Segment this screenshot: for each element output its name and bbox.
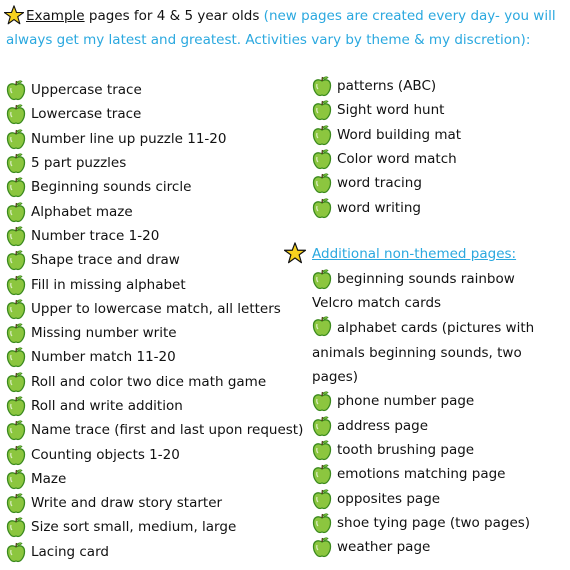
green-apple-icon xyxy=(6,128,26,150)
note-part1: (new pages are created every day- you will xyxy=(263,8,556,24)
list-item xyxy=(6,78,306,102)
list-item-label: Uppercase trace xyxy=(31,82,142,99)
note-part2: always get my latest and greatest. Activities vary by theme & my discretion): xyxy=(6,32,531,48)
themed-items-list xyxy=(312,74,566,220)
green-apple-icon xyxy=(6,468,26,490)
green-apple-icon xyxy=(312,488,332,510)
list-item xyxy=(6,297,306,321)
list-item-label: emotions matching page xyxy=(337,466,506,483)
list-item xyxy=(6,321,306,345)
list-item-label: Word building mat xyxy=(337,126,462,143)
green-apple-icon xyxy=(312,268,332,290)
green-apple-icon xyxy=(312,197,332,219)
green-apple-icon xyxy=(6,274,26,296)
green-apple-icon xyxy=(6,249,26,271)
additional-heading xyxy=(312,241,566,267)
list-item-label: patterns (ABC) xyxy=(337,78,437,95)
additional-heading-text: Additional non-themed pages: xyxy=(312,245,517,262)
list-item xyxy=(312,389,566,413)
star-icon xyxy=(284,242,306,268)
green-apple-icon xyxy=(6,346,26,368)
list-item-label: word tracing xyxy=(337,175,422,192)
green-apple-icon xyxy=(312,390,332,412)
right-column-list xyxy=(312,74,566,559)
list-item-label: weather page xyxy=(337,539,431,556)
green-apple-icon xyxy=(312,463,332,485)
green-apple-icon xyxy=(6,103,26,125)
list-item-label: Maze xyxy=(31,470,67,487)
intro-text: pages for 4 & 5 year olds xyxy=(84,8,264,24)
list-item xyxy=(312,462,566,486)
green-apple-icon xyxy=(6,371,26,393)
list-item xyxy=(6,102,306,126)
green-apple-icon xyxy=(6,322,26,344)
green-apple-icon xyxy=(312,172,332,194)
list-item xyxy=(6,467,306,491)
list-item-label: address page xyxy=(337,417,429,434)
list-item xyxy=(6,394,306,418)
list-item xyxy=(312,98,566,122)
list-item xyxy=(6,127,306,151)
list-item xyxy=(6,515,306,539)
green-apple-icon xyxy=(312,536,332,558)
list-item xyxy=(312,315,566,389)
list-item-continuation: Velcro match cards xyxy=(312,295,442,312)
green-apple-icon xyxy=(6,201,26,223)
list-item-label: Name trace (first and last upon request) xyxy=(31,422,304,439)
green-apple-icon xyxy=(6,176,26,198)
list-item xyxy=(312,486,566,510)
list-item xyxy=(6,175,306,199)
list-item-label: Number line up puzzle 11-20 xyxy=(31,130,227,147)
list-item-label: Beginning sounds circle xyxy=(31,179,192,196)
list-item xyxy=(6,224,306,248)
green-apple-icon xyxy=(312,439,332,461)
list-item-label: Lacing card xyxy=(31,543,109,560)
additional-items-list xyxy=(312,389,566,559)
list-item-label: Fill in missing alphabet xyxy=(31,276,186,293)
list-item xyxy=(6,540,306,564)
list-item-label: alphabet cards (pictures with animals beginning sounds, two pages) xyxy=(312,320,535,385)
list-item-label: Sight word hunt xyxy=(337,102,445,119)
list-item-label: Number trace 1-20 xyxy=(31,227,160,244)
green-apple-icon xyxy=(6,444,26,466)
green-apple-icon xyxy=(312,99,332,121)
list-item-label: Roll and color two dice math game xyxy=(31,373,267,390)
list-item xyxy=(312,74,566,98)
list-item xyxy=(6,370,306,394)
green-apple-icon xyxy=(312,148,332,170)
example-word: Example xyxy=(26,8,85,24)
list-item-label: word writing xyxy=(337,199,421,216)
list-item xyxy=(6,199,306,223)
list-item xyxy=(6,151,306,175)
left-column-list xyxy=(6,78,306,564)
list-item xyxy=(6,442,306,466)
list-item xyxy=(312,195,566,219)
green-apple-icon xyxy=(312,512,332,534)
list-item-label: opposites page xyxy=(337,490,441,507)
green-apple-icon xyxy=(6,516,26,538)
list-item-label: Color word match xyxy=(337,151,457,168)
green-apple-icon xyxy=(6,79,26,101)
list-item-label: Alphabet maze xyxy=(31,203,133,220)
list-item xyxy=(312,414,566,438)
list-item-label: phone number page xyxy=(337,393,475,410)
list-item-label: Number match 11-20 xyxy=(31,349,176,366)
green-apple-icon xyxy=(312,315,332,337)
list-item-label: beginning sounds rainbow xyxy=(337,270,515,287)
list-item xyxy=(312,511,566,535)
list-item xyxy=(6,345,306,369)
header-intro xyxy=(4,4,564,52)
list-item-label: Missing number write xyxy=(31,325,177,342)
list-item xyxy=(6,248,306,272)
list-item xyxy=(312,438,566,462)
intro-line xyxy=(4,4,564,28)
list-item xyxy=(312,267,566,291)
list-item xyxy=(312,171,566,195)
star-icon xyxy=(4,5,24,33)
list-item-label: 5 part puzzles xyxy=(31,155,127,172)
list-item xyxy=(6,491,306,515)
green-apple-icon xyxy=(6,395,26,417)
list-item-label: Upper to lowercase match, all letters xyxy=(31,300,281,317)
list-item xyxy=(312,147,566,171)
list-item xyxy=(312,535,566,559)
list-item-label: Roll and write addition xyxy=(31,398,183,414)
green-apple-icon xyxy=(6,152,26,174)
green-apple-icon xyxy=(312,124,332,146)
list-item-label: shoe tying page (two pages) xyxy=(337,514,531,531)
list-item-label: Write and draw story starter xyxy=(31,495,223,512)
list-item-label: tooth brushing page xyxy=(337,442,475,458)
list-item-label: Lowercase trace xyxy=(31,106,142,123)
list-item-label: Counting objects 1-20 xyxy=(31,446,180,463)
green-apple-icon xyxy=(6,225,26,247)
green-apple-icon xyxy=(6,492,26,514)
green-apple-icon xyxy=(312,75,332,97)
list-item-label: Shape trace and draw xyxy=(31,252,180,269)
list-item xyxy=(6,418,306,442)
list-item xyxy=(6,272,306,296)
green-apple-icon xyxy=(312,415,332,437)
list-item xyxy=(312,123,566,147)
green-apple-icon xyxy=(6,419,26,441)
green-apple-icon xyxy=(6,298,26,320)
list-item-label: Size sort small, medium, large xyxy=(31,519,237,536)
green-apple-icon xyxy=(6,541,26,563)
